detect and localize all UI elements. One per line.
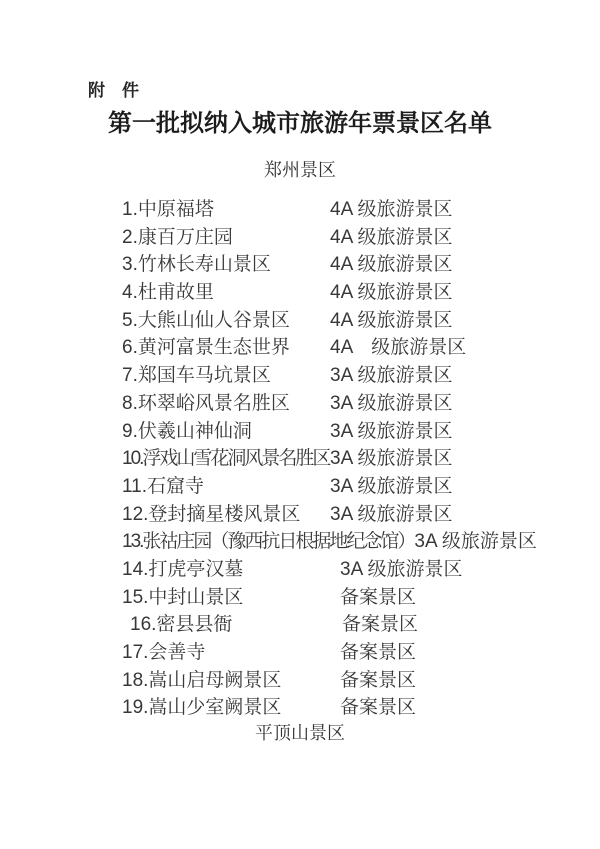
scenic-area-rating: 3A 级旅游景区 [330,448,453,470]
list-row [122,473,596,501]
list-row [122,334,596,362]
scenic-area-name: 6.黄河富景生态世界 [122,337,290,359]
attachment-label: 附 件 [88,81,139,100]
scenic-area-name: 19.嵩山少室阙景区 [122,697,282,719]
scenic-area-rating: 3A 级旅游景区 [330,420,453,442]
list-row [122,667,596,695]
scenic-area-rating: 4A 级旅游景区 [330,199,453,220]
list-row [122,362,596,390]
page-title: 第一批拟纳入城市旅游年票景区名单 [108,111,492,137]
scenic-area-list [122,196,596,722]
scenic-area-name: 17.会善寺 [122,642,206,663]
scenic-area-name: 2.康百万庄园 [122,226,233,248]
scenic-area-rating: 3A 级旅游景区 [330,392,453,414]
list-row [122,528,596,556]
scenic-area-rating: 3A 级旅游景区 [330,503,453,525]
list-row [122,584,596,612]
scenic-area-name: 3.竹林长寿山景区 [122,254,271,276]
scenic-area-rating: 4A 级旅游景区 [330,282,453,304]
scenic-area-rating: 4A 级旅游景区 [330,309,453,331]
list-row [122,224,596,252]
scenic-area-rating: 备案景区 [340,642,417,663]
list-row [122,611,596,639]
scenic-area-rating: 备案景区 [340,669,417,691]
scenic-area-rating: 备案景区 [340,697,417,719]
scenic-area-name: 15.中封山景区 [122,586,244,608]
list-row [122,390,596,418]
scenic-area-rating: 备案景区 [340,586,417,608]
scenic-area-name: 1.中原福塔 [122,199,214,220]
scenic-area-name: 9.伏羲山神仙洞 [122,420,252,442]
list-row [122,445,596,473]
scenic-area-rating: 备案景区 [342,614,419,636]
scenic-area-rating: 4A 级旅游景区 [330,254,453,276]
section-heading-pingdingshan: 平顶山景区 [255,723,345,743]
scenic-area-name: 7.郑国车马坑景区 [122,365,271,387]
scenic-area-name: 4.杜甫故里 [122,282,214,304]
scenic-area-name: 13.张祜庄园（豫西抗日根据地纪念馆） [122,531,415,553]
scenic-area-name: 10.浮戏山雪花洞风景名胜区 [122,448,330,470]
scenic-area-name: 11.石窟寺 [122,475,205,497]
scenic-area-rating: 3A 级旅游景区 [340,558,463,580]
list-row [122,251,596,279]
scenic-area-rating: 4A 级旅游景区 [330,226,453,248]
list-row [122,694,596,722]
scenic-area-rating: 3A 级旅游景区 [414,531,537,553]
list-row [122,639,596,667]
scenic-area-name: 18.嵩山启母阙景区 [122,669,282,691]
list-row [122,556,596,584]
list-row [122,418,596,446]
scenic-area-rating: 3A 级旅游景区 [330,475,453,497]
scenic-area-name: 5.大熊山仙人谷景区 [122,309,290,331]
list-row [122,279,596,307]
section-heading-zhengzhou: 郑州景区 [264,160,336,180]
scenic-area-rating: 4A 级旅游景区 [330,337,467,359]
scenic-area-name: 16.密县县衙 [130,614,233,636]
scenic-area-name: 8.环翠峪风景名胜区 [122,392,290,414]
scenic-area-name: 14.打虎亭汉墓 [122,558,244,580]
scenic-area-name: 12.登封摘星楼风景区 [122,503,301,525]
list-row [122,307,596,335]
list-row [122,196,596,224]
scenic-area-rating: 3A 级旅游景区 [330,365,453,387]
list-row [122,501,596,529]
